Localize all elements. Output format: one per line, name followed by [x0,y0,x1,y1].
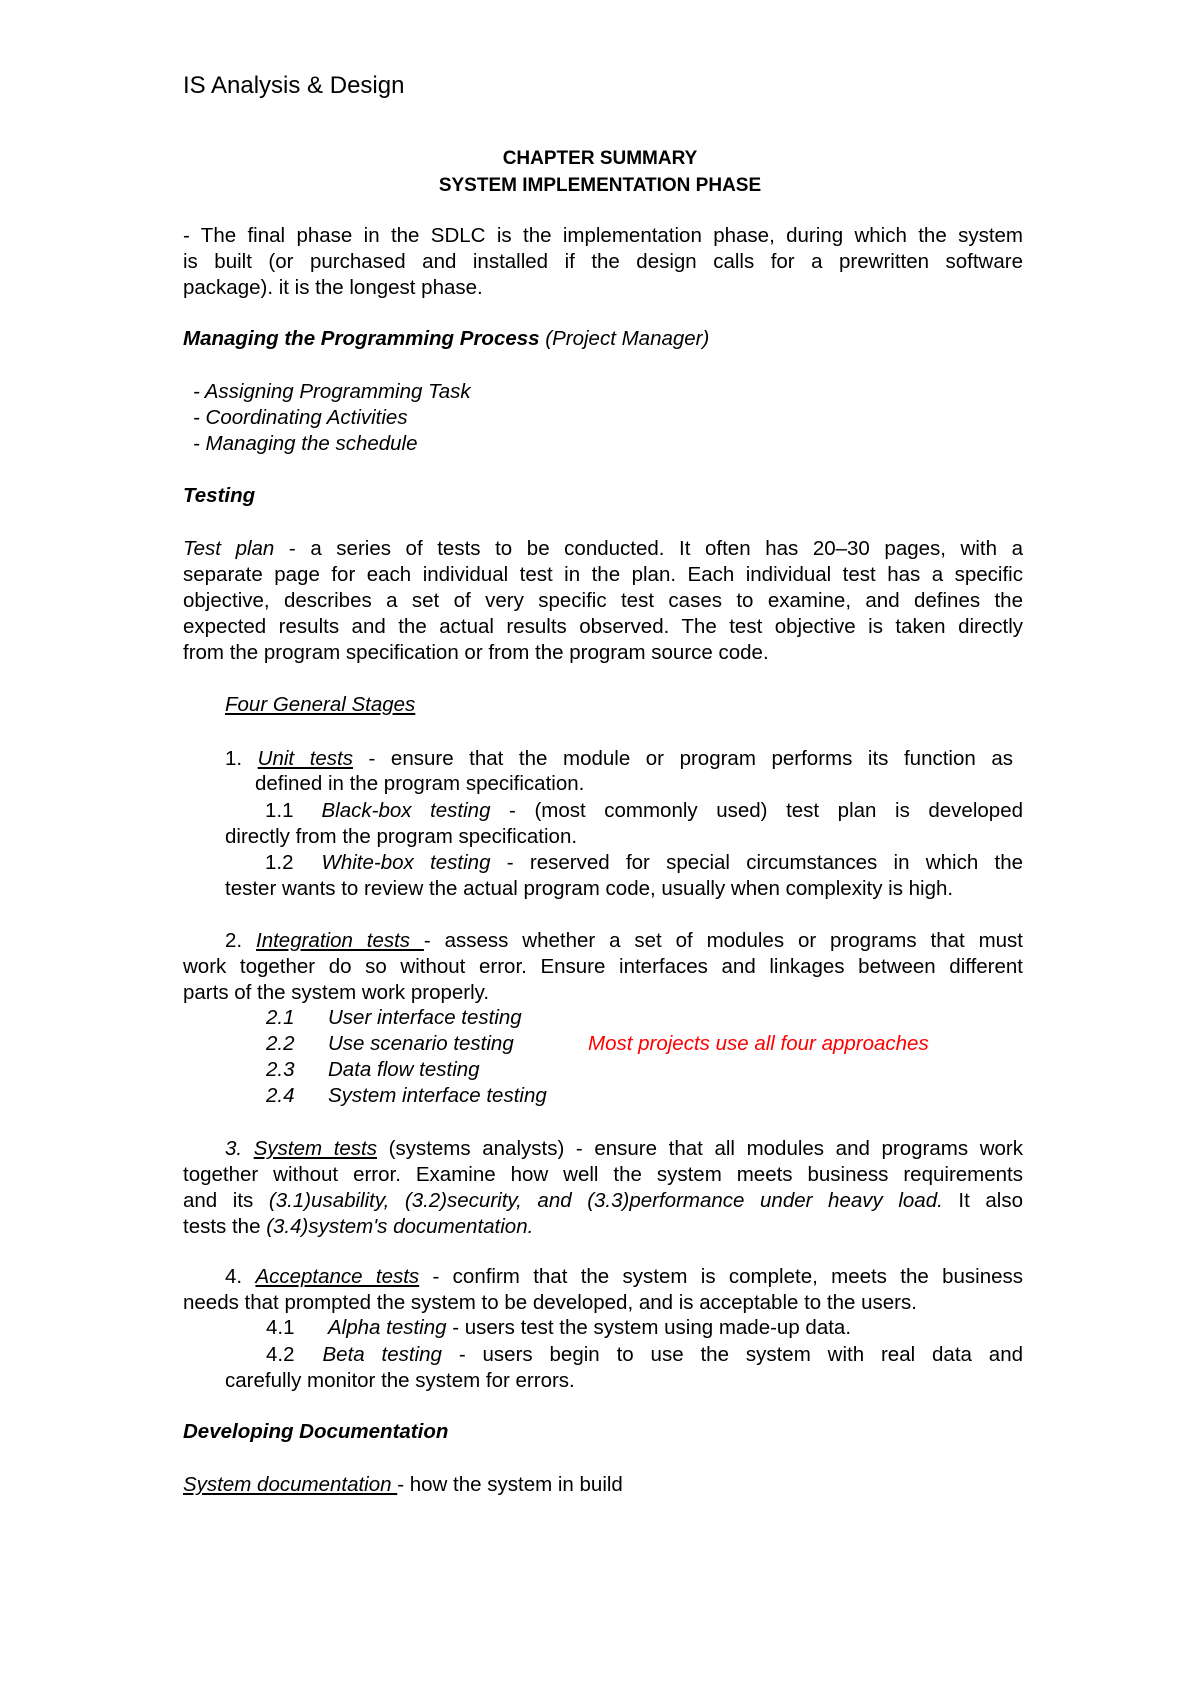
stage-1-number: 1. [225,747,243,770]
test-plan-line: objective, describes a set of very specific test cases to examine, and defines the [183,589,1023,612]
managing-heading-row [183,327,709,351]
stage-4-2 [225,1342,1023,1394]
system-documentation-text: - how the system in build [397,1473,623,1496]
stage-2-line: parts of the system work properly. [183,981,490,1004]
stage-1-2-text: - reserved for special circumstances in which the [490,851,1024,874]
stage-4 [183,1264,1023,1316]
stage-2-1-number: 2.1 [266,1006,295,1029]
intro-line: package). it is the longest phase. [183,276,483,299]
managing-role: (Project Manager) [545,327,710,350]
stage-2-3-label: Data flow testing [328,1058,480,1081]
stage-1-line-2: defined in the program specification. [255,772,585,795]
managing-item: - Assigning Programming Task [193,380,471,403]
intro-paragraph [183,223,1023,301]
stage-2 [183,928,1023,1006]
stage-4-number: 4. [225,1265,243,1288]
stage-3-line: together without error. Examine how well the system meets business requirements [183,1163,1023,1186]
stage-3-text: tests the [183,1215,267,1238]
stage-1-2-line: tester wants to review the actual program code, usually when complexity is high. [225,877,954,900]
stage-3-number: 3. [225,1137,243,1160]
stage-2-4-number: 2.4 [266,1084,295,1107]
chapter-title: CHAPTER SUMMARY [502,148,698,169]
stage-2-3-number: 2.3 [266,1058,295,1081]
stage-1-1-line: directly from the program specification. [225,825,578,848]
approaches-note: Most projects use all four approaches [588,1032,929,1055]
stage-4-2-line: carefully monitor the system for errors. [225,1369,575,1392]
stage-1-text: - ensure that the module or program performs its function as [352,747,1013,770]
stage-2-2-number: 2.2 [266,1032,295,1055]
system-documentation-term: System documentation [183,1473,398,1496]
stage-1-1-number: 1.1 [265,799,294,822]
stage-1 [225,746,1013,772]
stage-3-line [183,1214,1023,1240]
stage-2-2-label: Use scenario testing [328,1032,514,1055]
managing-item: - Coordinating Activities [193,406,408,429]
test-plan-line: from the program specification or from the program source code. [183,641,769,664]
stage-4-2-term: Beta testing [322,1343,442,1366]
test-plan-text: - a series of tests to be conducted. It often has 20–30 pages, with a [274,537,1023,560]
stage-2-4-label: System interface testing [328,1084,547,1107]
stage-4-text: - confirm that the system is complete, meets the business [419,1265,1023,1288]
stage-3-line [183,1136,1023,1162]
stage-2-line [183,928,1023,954]
test-plan-term: Test plan [183,537,275,560]
test-plan-line: separate page for each individual test in the plan. Each individual test has a specific [183,563,1023,586]
stage-1-1-term: Black-box testing [321,799,491,822]
system-documentation-row [183,1473,623,1497]
running-header: IS Analysis & Design [183,72,405,99]
stage-3-text: It also [942,1189,1023,1212]
stage-2-term: Integration tests [256,929,424,952]
documentation-heading: Developing Documentation [183,1420,449,1443]
stage-4-2-text: - users begin to use the system with real data and [441,1343,1024,1366]
stages-heading: Four General Stages [225,693,416,716]
stage-3-text: (systems analysts) - ensure that all modules and programs work [377,1137,1023,1160]
stage-4-2-line [225,1342,1023,1368]
stage-1-1-text: - (most commonly used) test plan is developed [490,799,1023,822]
test-plan-line: expected results and the actual results observed. The test objective is taken directly [183,615,1023,638]
stage-3-term: System tests [253,1137,377,1160]
testing-heading: Testing [183,484,256,507]
stage-1-2-number: 1.2 [265,851,294,874]
stage-2-number: 2. [225,929,243,952]
stage-3 [183,1136,1023,1240]
test-plan-line [183,536,1023,562]
stage-4-1-number: 4.1 [266,1316,295,1339]
stage-1-term: Unit tests [257,747,353,770]
stage-2-text: - assess whether a set of modules or programs that must [423,929,1023,952]
stage-3-documentation: (3.4)system's documentation. [266,1215,534,1238]
stage-2-1-label: User interface testing [328,1006,522,1029]
stage-1-2-term: White-box testing [321,851,491,874]
managing-item: - Managing the schedule [193,432,418,455]
stage-1-2 [225,850,1023,902]
stage-3-qualities: (3.1)usability, (3.2)security, and (3.3)performance under heavy load. [268,1189,943,1212]
stage-2-line: work together do so without error. Ensure interfaces and linkages between different [183,955,1023,978]
stage-4-2-number: 4.2 [266,1343,295,1366]
stage-4-line: needs that prompted the system to be developed, and is acceptable to the users. [183,1291,917,1314]
stage-4-1-row [328,1316,851,1340]
stage-4-1-term: Alpha testing [328,1316,447,1339]
stage-1-2-line [225,850,1023,876]
phase-title: SYSTEM IMPLEMENTATION PHASE [438,175,762,196]
stage-3-text: and its [183,1189,269,1212]
stage-4-1-text: - users test the system using made-up data. [446,1316,852,1339]
managing-heading: Managing the Programming Process [183,327,540,350]
stage-4-line [183,1264,1023,1290]
stage-1-1 [225,798,1023,850]
stage-1-1-line [225,798,1023,824]
stage-1-line [225,746,1013,772]
stage-3-line [183,1188,1023,1214]
intro-line: - The final phase in the SDLC is the implementation phase, during which the system [183,224,1023,247]
test-plan-paragraph [183,536,1023,666]
stage-4-term: Acceptance tests [255,1265,420,1288]
intro-line: is built (or purchased and installed if the design calls for a prewritten software [183,250,1023,273]
